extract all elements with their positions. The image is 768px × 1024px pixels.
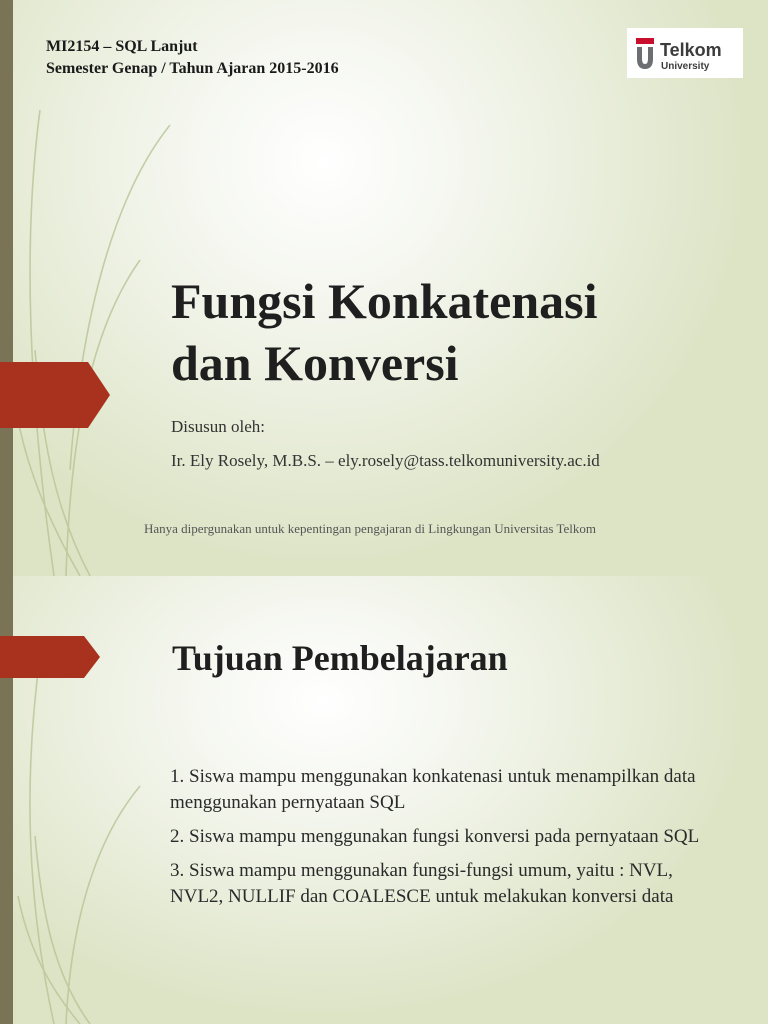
list-item: 2. Siswa mampu menggunakan fungsi konversi pada pernyataan SQL [170,826,700,847]
telkom-university-logo [627,28,743,78]
accent-tab-1 [0,362,110,428]
logo-mark-icon [627,28,743,78]
title-line-2: dan Konversi [171,335,459,391]
course-info [46,36,339,80]
left-accent-bar [0,0,13,576]
semester-info: Semester Genap / Tahun Ajaran 2015-2016 [46,60,339,77]
author-label: Disusun oleh: [171,417,265,436]
author-info: Ir. Ely Rosely, M.B.S. – ely.rosely@tass.telkomuniversity.ac.id [171,451,600,470]
slide-title [171,270,598,394]
title-line-1: Fungsi Konkatenasi [171,273,598,329]
objectives-slide [0,576,768,1024]
list-item: 3. Siswa mampu menggunakan fungsi-fungsi umum, yaitu : NVL, NVL2, NULLIF dan COALESCE untuk melakukan konversi data [170,860,674,907]
list-item: 1. Siswa mampu menggunakan konkatenasi untuk menampilkan data menggunakan pernyataan SQL [170,766,696,813]
accent-tab-2 [0,636,100,678]
logo-sub: University [661,61,710,72]
objectives-title: Tujuan Pembelajaran [172,638,508,678]
objectives-list [170,764,730,918]
usage-footer: Hanya dipergunakan untuk kepentingan pengajaran di Lingkungan Universitas Telkom [143,521,597,536]
course-code: MI2154 – SQL Lanjut [46,38,198,55]
logo-name: Telkom [660,40,722,60]
